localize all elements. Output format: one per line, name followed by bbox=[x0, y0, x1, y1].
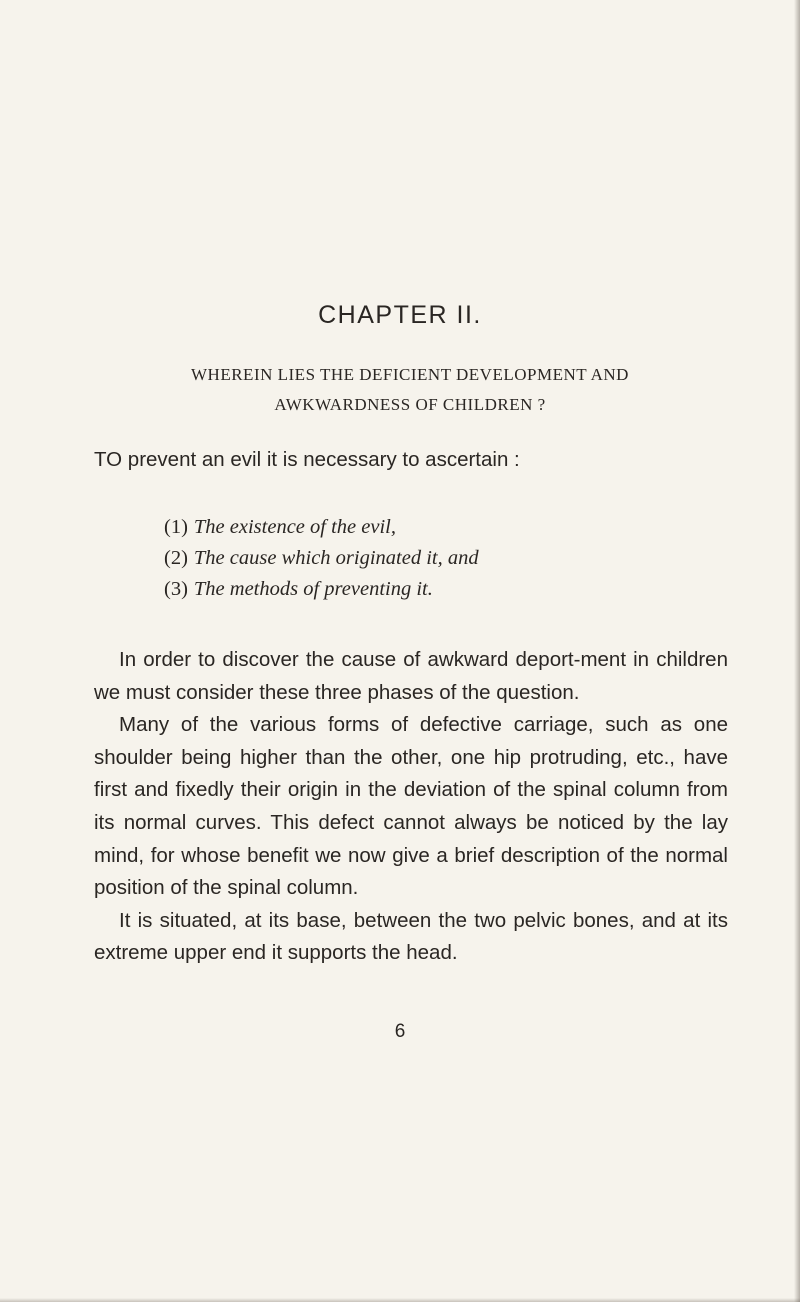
lead-sentence: TO prevent an evil it is necessary to ascertain : bbox=[94, 448, 520, 471]
list-item bbox=[164, 574, 724, 605]
list-item bbox=[164, 512, 724, 543]
list-item-text: The existence of the evil, bbox=[193, 516, 396, 538]
body-text bbox=[94, 644, 728, 970]
subtitle-line-2: AWKWARDNESS OF CHILDREN ? bbox=[274, 395, 546, 414]
list-item bbox=[164, 543, 724, 574]
chapter-heading: CHAPTER II. bbox=[318, 301, 482, 329]
page-bottom-edge bbox=[0, 1298, 800, 1302]
paragraph-1: In order to discover the cause of awkward deport-ment in children we must consider these three phases of the question. bbox=[94, 648, 728, 704]
list-item-number: (1) bbox=[164, 516, 188, 538]
list-item-text: The cause which originated it, and bbox=[193, 547, 479, 569]
subtitle-line-1: WHEREIN LIES THE DEFICIENT DEVELOPMENT AND bbox=[191, 365, 629, 384]
page-number: 6 bbox=[394, 1021, 406, 1042]
list-item-text: The methods of preventing it. bbox=[193, 578, 433, 600]
page-edge-shadow bbox=[794, 0, 800, 1302]
numbered-list bbox=[164, 512, 724, 605]
list-item-number: (3) bbox=[164, 578, 188, 600]
paragraph-2: Many of the various forms of defective carriage, such as one shoulder being higher than the other, one hip protruding, etc., have first and fixedly their origin in the deviation of the spinal column from its normal curves. This defect cannot always be noticed by the lay mind, for whose benefit we now give a brief description of the normal position of the spinal column. bbox=[94, 713, 728, 900]
paragraph-3: It is situated, at its base, between the two pelvic bones, and at its extreme upper end it supports the head. bbox=[94, 908, 728, 965]
list-item-number: (2) bbox=[164, 547, 188, 569]
chapter-subtitle bbox=[90, 360, 730, 420]
